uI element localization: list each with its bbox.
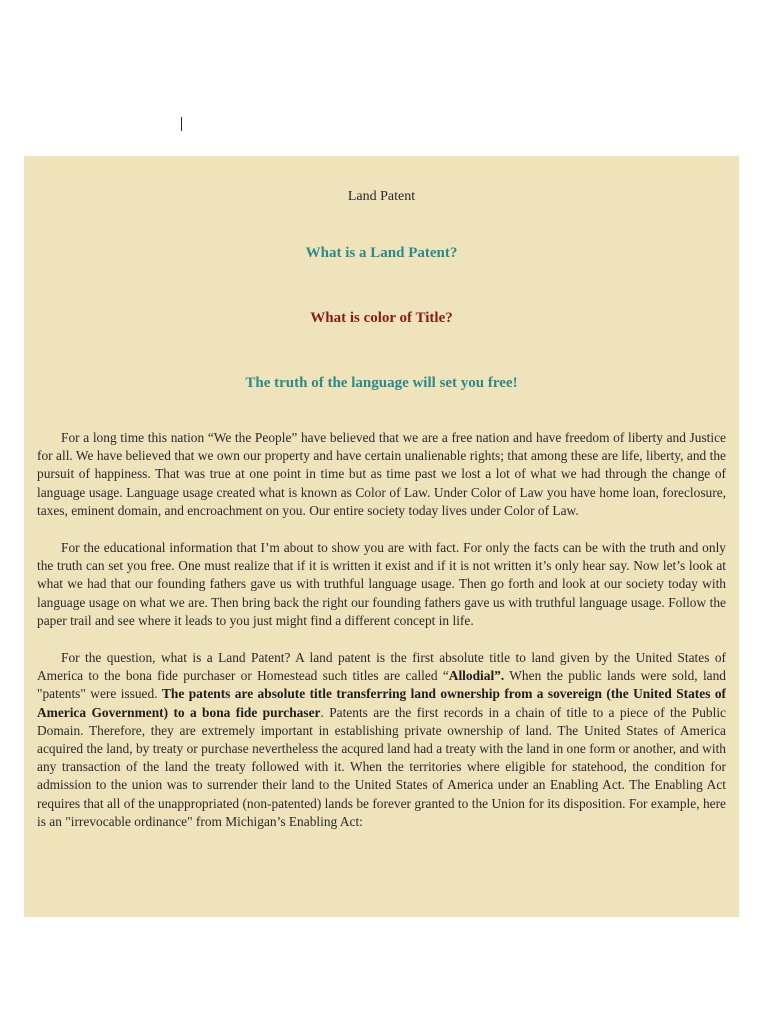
patent-definition-emphasis: The patents are absolute title transferring land ownership from a sovereign (the United States of America Government) to a bona fide purchaser: [37, 686, 726, 720]
heading-truth-of-language: The truth of the language will set you free!: [245, 375, 518, 391]
paragraph-intro: For a long time this nation “We the People” have believed that we are a free nation and have freedom of liberty and Justice for all. We have believed that we own our property and have certain unalienable rights; that among these are life, liberty, and the pursuit of happiness. That was true at one point in time but as time past we lost a lot of what we had through the change of language usage. Language usage created what is known as Color of Law. Under Color of Law you have home loan, foreclosure, taxes, eminent domain, and encroachment on you. Our entire society today lives under Color of Law.: [37, 430, 726, 518]
paragraph-land-patent-definition: [37, 649, 726, 831]
document-title: Land Patent: [347, 189, 416, 204]
heading-what-is-land-patent: What is a Land Patent?: [305, 245, 458, 261]
allodial-emphasis: Allodial”.: [448, 668, 505, 684]
paragraph-text-segment: For the question, what is a Land Patent? A land patent is the first absolute title to land given by the United States of America to the bona fide purchaser or Homestead such titles are called “: [37, 650, 726, 684]
heading-color-of-title: What is color of Title?: [310, 310, 453, 326]
text-cursor: [181, 117, 182, 131]
paragraph-educational-info: For the educational information that I’m about to show you are with fact. For only the facts can be with the truth and only the truth can set you free. One must realize that if it is written it exist and if it is not written it’s only hear say. Now let’s look at what we had that our founding fathers gave us with truthful language usage. Then go forth and look at our society today with language usage on what we are. Then bring back the right our founding fathers gave us with truthful language usage. Follow the paper trail and see where it leads to you just might find a different concept in life.: [37, 540, 726, 628]
paragraph-text-segment: When the public lands were sold, land "patents" were issued.: [37, 668, 726, 702]
paragraph-text-segment: . Patents are the first records in a chain of title to a piece of the Public Domain. Therefore, they are extremely important in establishing private ownership of land. The United States of America acquired the land, by treaty or purchase nevertheless the acqured land had a treaty with the land in one form or another, and with any transaction of the land the treaty followed with it. When the territories where eligible for statehood, the condition for admission to the union was to surrender their land to the United States of America under an Enabling Act. The Enabling Act requires that all of the unappropriated (non-patented) lands be forever granted to the Union for its disposition. For example, here is an "irrevocable ordinance" from Michigan’s Enabling Act:: [37, 704, 726, 829]
document-panel: [24, 156, 739, 917]
